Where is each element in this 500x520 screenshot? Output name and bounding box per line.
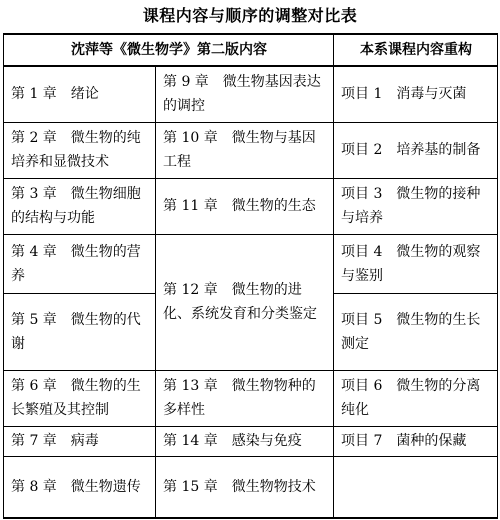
chapter-cell: 第 11 章 微生物的生态 xyxy=(156,178,334,234)
project-cell: 项目 7 菌种的保藏 xyxy=(334,426,498,457)
table-row xyxy=(4,370,498,426)
table-row xyxy=(4,426,498,457)
header-textbook: 沈萍等《微生物学》第二版内容 xyxy=(4,34,334,66)
chapter-cell: 第 4 章 微生物的营养 xyxy=(4,234,156,293)
project-cell xyxy=(334,457,498,518)
table-row xyxy=(4,178,498,234)
table-row xyxy=(4,66,498,122)
chapter-cell: 第 6 章 微生物的生长繁殖及其控制 xyxy=(4,370,156,426)
table-row xyxy=(4,457,498,518)
chapter-cell: 第 7 章 病毒 xyxy=(4,426,156,457)
table-row xyxy=(4,122,498,178)
chapter-cell: 第 1 章 绪论 xyxy=(4,66,156,122)
chapter-cell: 第 14 章 感染与免疫 xyxy=(156,426,334,457)
project-cell: 项目 2 培养基的制备 xyxy=(334,122,498,178)
table-row xyxy=(4,234,498,293)
chapter-cell: 第 9 章 微生物基因表达的调控 xyxy=(156,66,334,122)
chapter-cell: 第 15 章 微生物物技术 xyxy=(156,457,334,518)
header-reconstruction: 本系课程内容重构 xyxy=(334,34,498,66)
chapter-cell: 第 12 章 微生物的进化、系统发育和分类鉴定 xyxy=(156,234,334,370)
project-cell: 项目 1 消毒与灭菌 xyxy=(334,66,498,122)
table-header-row xyxy=(4,34,498,66)
project-cell: 项目 6 微生物的分离纯化 xyxy=(334,370,498,426)
chapter-cell: 第 13 章 微生物物种的多样性 xyxy=(156,370,334,426)
project-cell: 项目 3 微生物的接种与培养 xyxy=(334,178,498,234)
chapter-cell: 第 5 章 微生物的代谢 xyxy=(4,294,156,371)
chapter-cell: 第 10 章 微生物与基因工程 xyxy=(156,122,334,178)
chapter-cell: 第 8 章 微生物遗传 xyxy=(4,457,156,518)
project-cell: 项目 4 微生物的观察与鉴别 xyxy=(334,234,498,293)
project-cell: 项目 5 微生物的生长测定 xyxy=(334,294,498,371)
chapter-cell: 第 3 章 微生物细胞的结构与功能 xyxy=(4,178,156,234)
table-title: 课程内容与顺序的调整对比表 xyxy=(142,6,358,25)
chapter-cell: 第 2 章 微生物的纯培养和显微技术 xyxy=(4,122,156,178)
comparison-table xyxy=(3,33,498,519)
